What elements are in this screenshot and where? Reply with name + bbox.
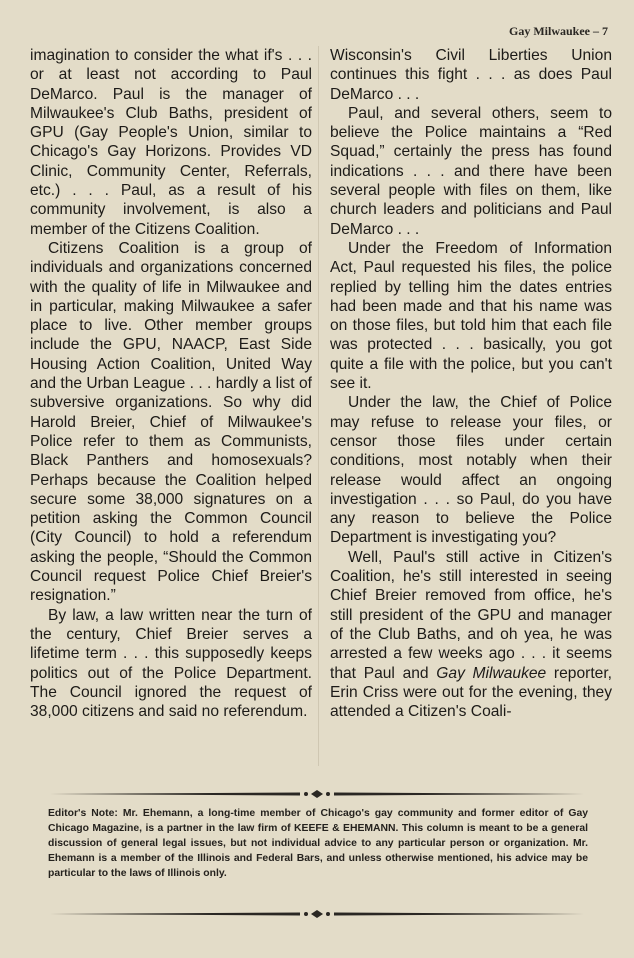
right-paragraph-5-text-b: reporter, Erin Criss were out for the evening, they attended a Citizen's Coali- [330,664,612,721]
right-paragraph-5 [330,548,612,722]
right-paragraph-1: Wisconsin's Civil Liberties Union continues this fight . . . as does Paul DeMarco . . . [330,47,612,103]
publication-name: Gay Milwaukee [436,664,547,682]
right-paragraph-2: Paul, and several others, seem to believe the Police maintains a “Red Squad,” certainly the press has found indications . . . and there have been several people with files on them, like church leaders and politicians and Paul DeMarco . . . [330,104,612,238]
left-column [30,46,312,721]
left-paragraph-3: By law, a law written near the turn of the century, Chief Breier serves a lifetime term . . . this supposedly keeps politics out of the Police Department. The Council ignored the request of 38,000 citizens and said no referendum. [30,606,312,721]
left-paragraph-2: Citizens Coalition is a group of individuals and organizations concerned with the quality of life in Milwaukee and in particular, making Milwaukee a safer place to live. Other member groups include the GPU, NAACP, East Side Housing Action Coalition, United Way and the Urban League . . . hardly a list of subversive organizations. So why did Harold Breier, Chief of Milwaukee's Police refer to them as Communists, Black Panthers and homosexuals? Perhaps because the Coalition helped secure some 38,000 signatures on a petition asking the Common Council (City Council) to hold a referendum asking the people, “Should the Common Council request Police Chief Breier's resignation.” [30,239,312,605]
right-column [330,46,612,721]
editors-note: Editor's Note: Mr. Ehemann, a long-time member of Chicago's gay community and former editor of Gay Chicago Magazine, is a partner in the law firm of KEEFE & EHEMANN. This column is meant to be a general discussion of general legal issues, but not individual advice to any particular person or organization. Mr. Ehemann is a member of the Illinois and Federal Bars, and unless otherwise mentioned, his advice may be particular to the laws of Illinois only. [48,808,588,879]
ornamental-rule-bottom [50,908,584,920]
right-paragraph-3: Under the Freedom of Information Act, Paul requested his files, the police replied by telling him the dates entries had been made and that his name was on those files, but told him that each file was protected . . . basically, you got quite a file with the police, but you can't see it. [330,239,612,393]
column-divider [318,46,319,766]
right-paragraph-4: Under the law, the Chief of Police may refuse to release your files, or censor those files under certain conditions, most notably when their release would affect an ongoing investigation . . . so Paul, do you have any reason to believe the Police Department is investigating you? [330,394,612,547]
right-paragraph-5-text-a: Well, Paul's still active in Citizen's Coalition, he's still interested in seeing Chief Breier removed from office, he's still president of the GPU and manager of the Club Baths, and oh yea, he was arrested a few weeks ago . . . it seems that Paul and [330,548,612,682]
running-head: Gay Milwaukee – 7 [509,24,608,38]
left-paragraph-1: imagination to consider the what if's . . . or at least not according to Paul DeMarco. Paul is the manager of Milwaukee's Club Baths, president of GPU (Gay People's Union, similar to Chicago's Gay Horizons. Provides VD Clinic, Community Center, Referrals, etc.) . . . Paul, as a result of his community involvement, is also a member of the Citizens Coalition. [30,47,312,238]
ornamental-rule-top [50,788,584,800]
